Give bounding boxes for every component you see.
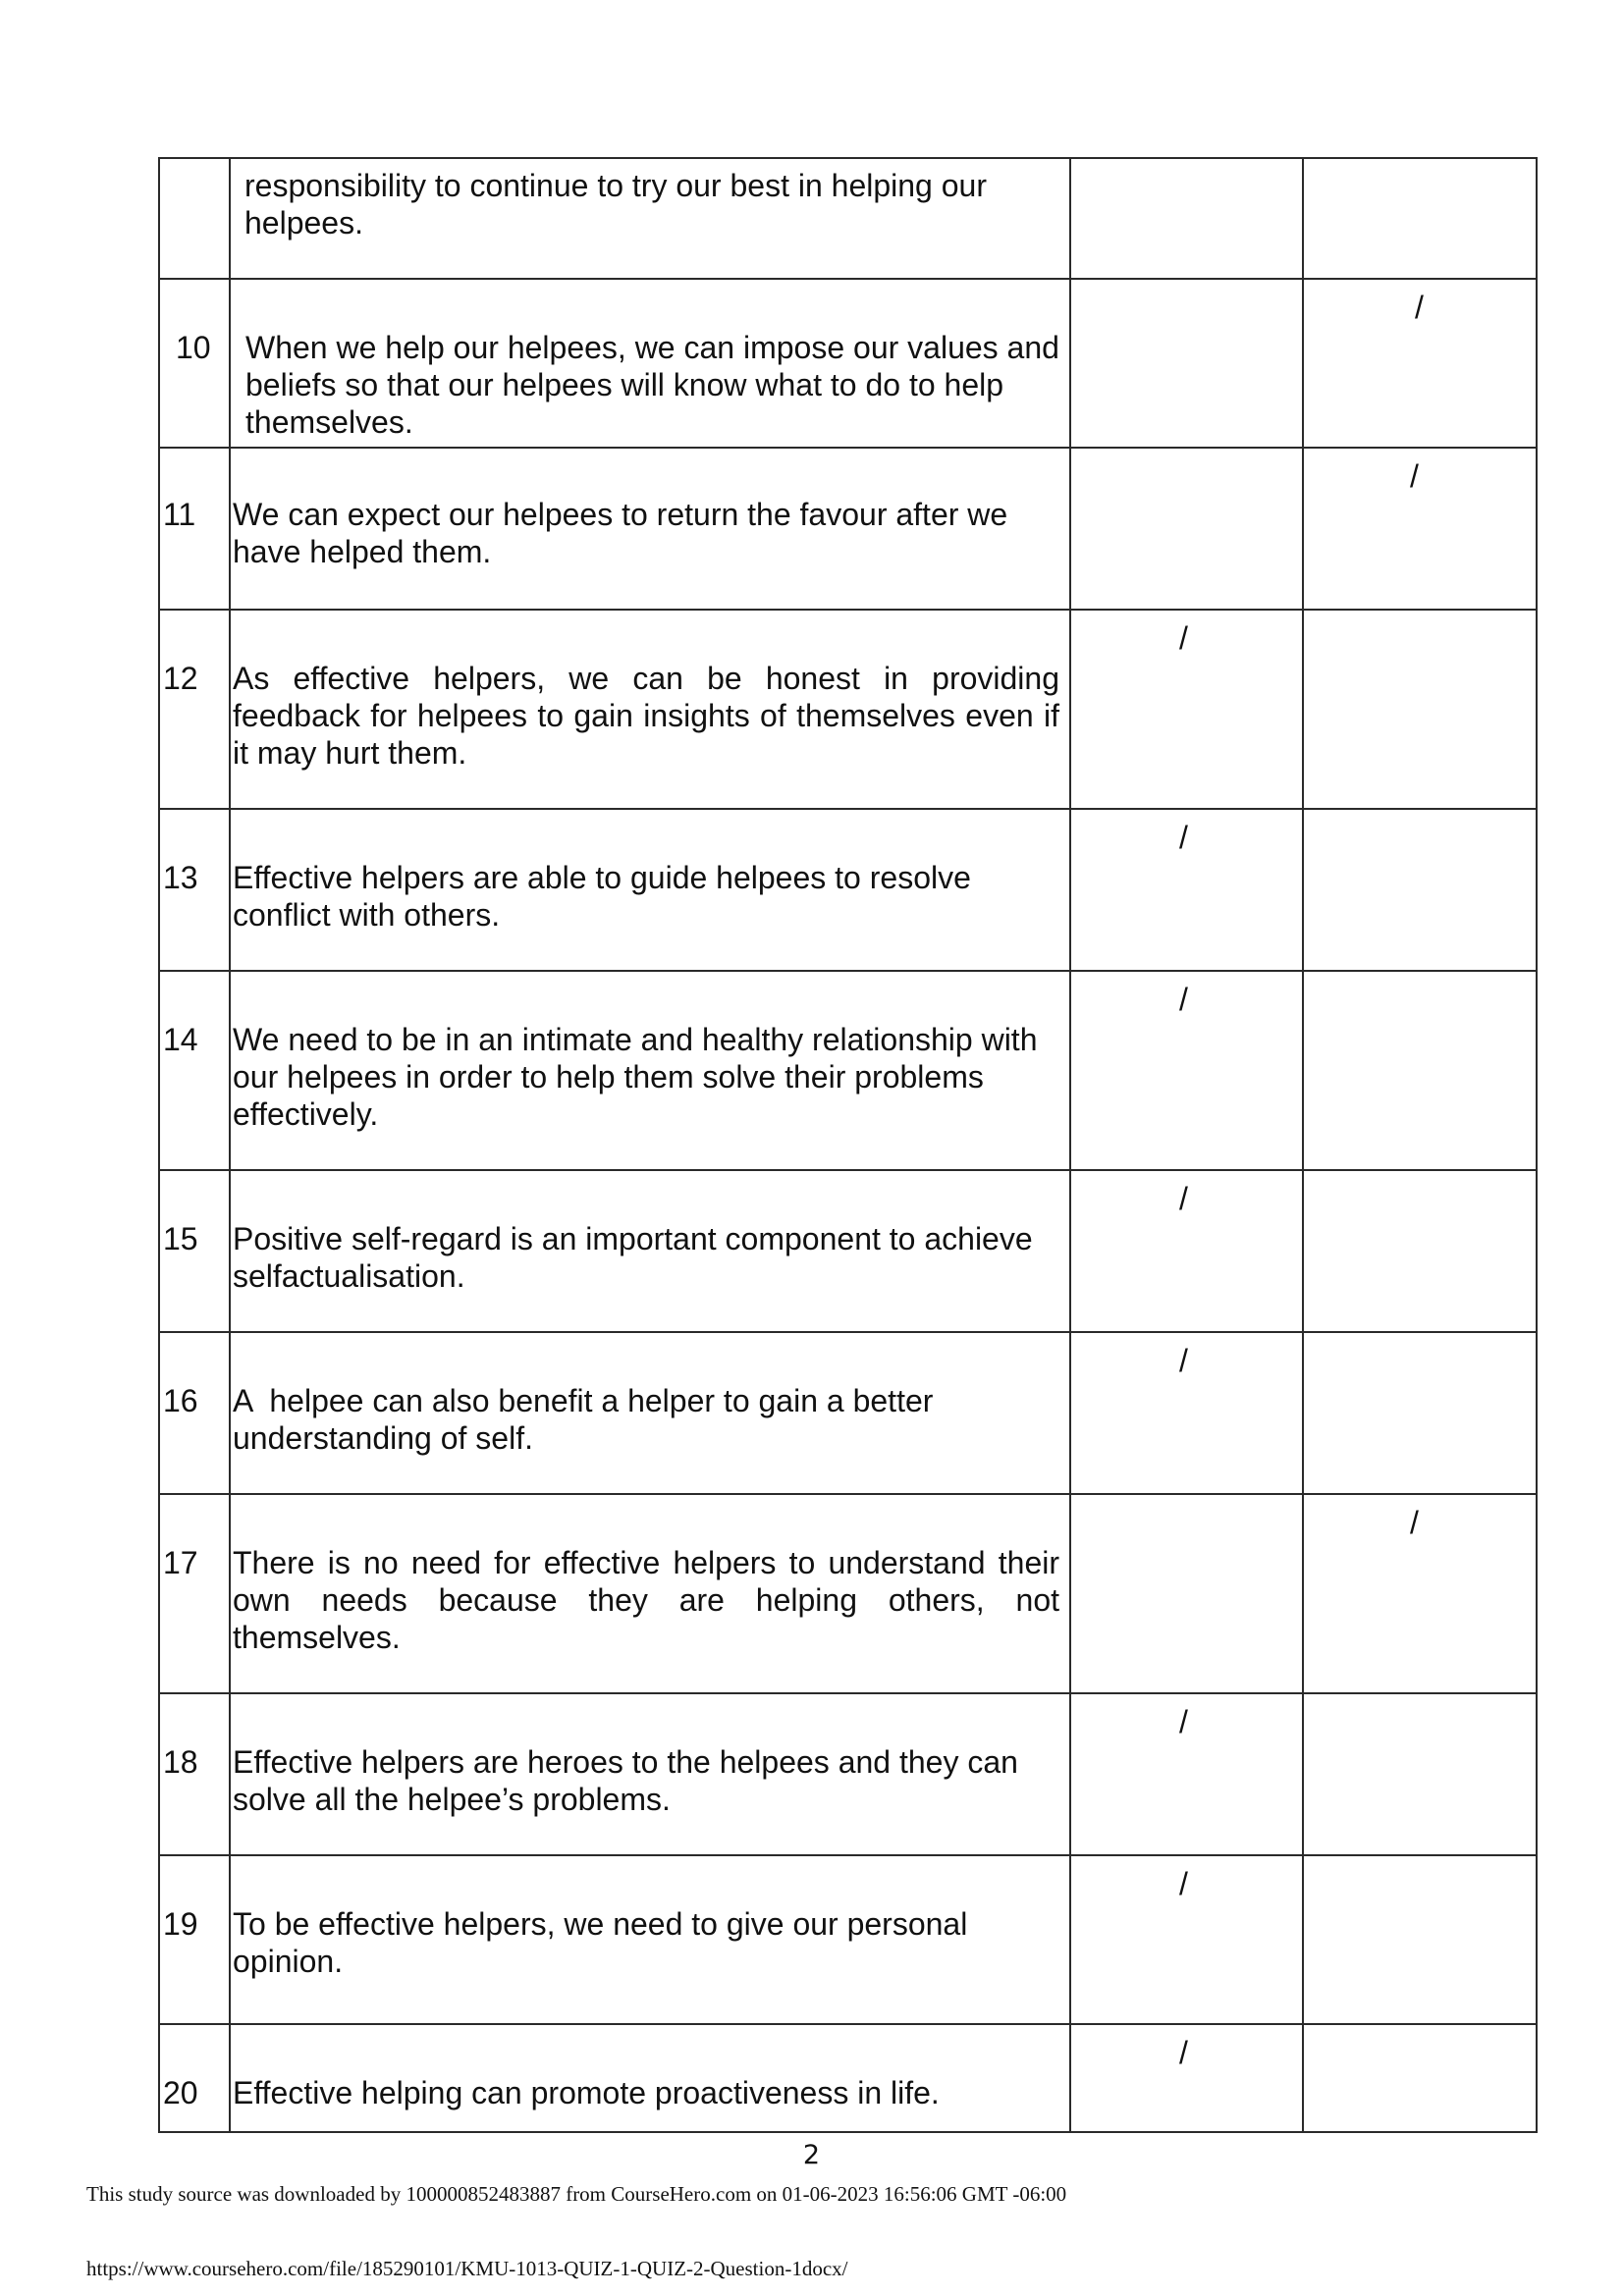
table-row <box>159 809 1537 971</box>
false-cell <box>1303 279 1537 448</box>
row-number: 13 <box>163 860 198 895</box>
true-mark: / <box>1179 1181 1188 1216</box>
true-mark: / <box>1179 820 1188 855</box>
row-number: 12 <box>163 661 198 696</box>
false-cell <box>1303 158 1537 279</box>
row-number: 11 <box>163 497 196 532</box>
statement-cell <box>230 610 1070 809</box>
statement-cell <box>230 1494 1070 1693</box>
statement-cell <box>230 1170 1070 1332</box>
table-row <box>159 1494 1537 1693</box>
statement-text: responsibility to continue to try our best in helping our helpees. <box>244 168 987 240</box>
row-number-cell <box>159 158 230 279</box>
true-cell <box>1070 158 1303 279</box>
true-cell <box>1070 279 1303 448</box>
true-cell <box>1070 2024 1303 2132</box>
row-number-cell <box>159 279 230 448</box>
false-cell <box>1303 1693 1537 1855</box>
statement-text: When we help our helpees, we can impose our values and beliefs so that our helpees will know what to do to help themselves. <box>245 330 1059 440</box>
page-number: 2 <box>802 2140 821 2170</box>
row-number-cell <box>159 809 230 971</box>
true-cell <box>1070 1494 1303 1693</box>
table-row <box>159 1855 1537 2024</box>
table-row <box>159 971 1537 1170</box>
true-mark: / <box>1179 1704 1188 1739</box>
row-number: 16 <box>163 1383 198 1418</box>
true-cell <box>1070 1693 1303 1855</box>
true-mark: / <box>1179 1866 1188 1901</box>
row-number-cell <box>159 2024 230 2132</box>
statement-text: A helpee can also benefit a helper to gain a better understanding of self. <box>233 1383 943 1456</box>
statement-text: There is no need for effective helpers to understand their own needs because they are helping others, not themselves. <box>233 1545 1059 1655</box>
quiz-table <box>158 157 1538 2133</box>
row-number-cell <box>159 1693 230 1855</box>
true-cell <box>1070 610 1303 809</box>
true-cell <box>1070 448 1303 610</box>
statement-text: We need to be in an intimate and healthy relationship with our helpees in order to help them solve their problems effectively. <box>233 1022 1038 1132</box>
table-row <box>159 1332 1537 1494</box>
true-cell <box>1070 1855 1303 2024</box>
false-cell <box>1303 2024 1537 2132</box>
statement-text: To be effective helpers, we need to give our personal opinion. <box>233 1906 968 1979</box>
false-mark: / <box>1410 1505 1419 1540</box>
false-mark: / <box>1415 290 1424 325</box>
statement-cell <box>230 279 1070 448</box>
statement-cell <box>230 2024 1070 2132</box>
statement-text: As effective helpers, we can be honest in providing feedback for helpees to gain insights of themselves even if it may hurt them. <box>233 661 1059 771</box>
row-number: 17 <box>163 1545 198 1580</box>
false-cell <box>1303 1332 1537 1494</box>
false-cell <box>1303 809 1537 971</box>
true-cell <box>1070 1332 1303 1494</box>
row-number-cell <box>159 448 230 610</box>
statement-cell <box>230 1855 1070 2024</box>
row-number-cell <box>159 1494 230 1693</box>
source-url: https://www.coursehero.com/file/185290101/KMU-1013-QUIZ-1-QUIZ-2-Question-1docx/ <box>86 2257 848 2280</box>
table-row <box>159 158 1537 279</box>
table-row <box>159 448 1537 610</box>
true-mark: / <box>1179 620 1188 656</box>
row-number: 10 <box>176 330 211 365</box>
true-mark: / <box>1179 2035 1188 2070</box>
false-cell <box>1303 448 1537 610</box>
statement-cell <box>230 448 1070 610</box>
true-mark: / <box>1179 1343 1188 1378</box>
false-cell <box>1303 1855 1537 2024</box>
table-row <box>159 1170 1537 1332</box>
statement-cell <box>230 1332 1070 1494</box>
row-number-cell <box>159 610 230 809</box>
statement-text: Positive self-regard is an important component to achieve selfactualisation. <box>233 1221 1033 1294</box>
download-note: This study source was downloaded by 100000852483887 from CourseHero.com on 01-06-2023 16:56:06 GMT -06:00 <box>86 2182 1067 2206</box>
statement-text: Effective helpers are heroes to the helpees and they can solve all the helpee’s problems. <box>233 1744 1018 1817</box>
statement-text: Effective helpers are able to guide helpees to resolve conflict with others. <box>233 860 971 933</box>
statement-cell <box>230 971 1070 1170</box>
row-number: 15 <box>163 1221 198 1256</box>
row-number: 14 <box>163 1022 198 1057</box>
row-number-cell <box>159 1855 230 2024</box>
row-number: 19 <box>163 1906 198 1942</box>
row-number-cell <box>159 1170 230 1332</box>
false-cell <box>1303 1170 1537 1332</box>
true-mark: / <box>1179 982 1188 1017</box>
statement-cell <box>230 809 1070 971</box>
true-cell <box>1070 809 1303 971</box>
row-number: 18 <box>163 1744 198 1780</box>
true-cell <box>1070 1170 1303 1332</box>
false-cell <box>1303 971 1537 1170</box>
false-cell <box>1303 610 1537 809</box>
row-number: 20 <box>163 2075 198 2110</box>
row-number-cell <box>159 971 230 1170</box>
row-number-cell <box>159 1332 230 1494</box>
table-row <box>159 2024 1537 2132</box>
table-row <box>159 610 1537 809</box>
table-row <box>159 279 1537 448</box>
true-cell <box>1070 971 1303 1170</box>
table-row <box>159 1693 1537 1855</box>
statement-text: Effective helping can promote proactiveness in life. <box>233 2075 940 2110</box>
statement-cell <box>230 1693 1070 1855</box>
false-cell <box>1303 1494 1537 1693</box>
statement-text: We can expect our helpees to return the favour after we have helped them. <box>233 497 1008 569</box>
false-mark: / <box>1410 458 1419 494</box>
statement-cell <box>230 158 1070 279</box>
